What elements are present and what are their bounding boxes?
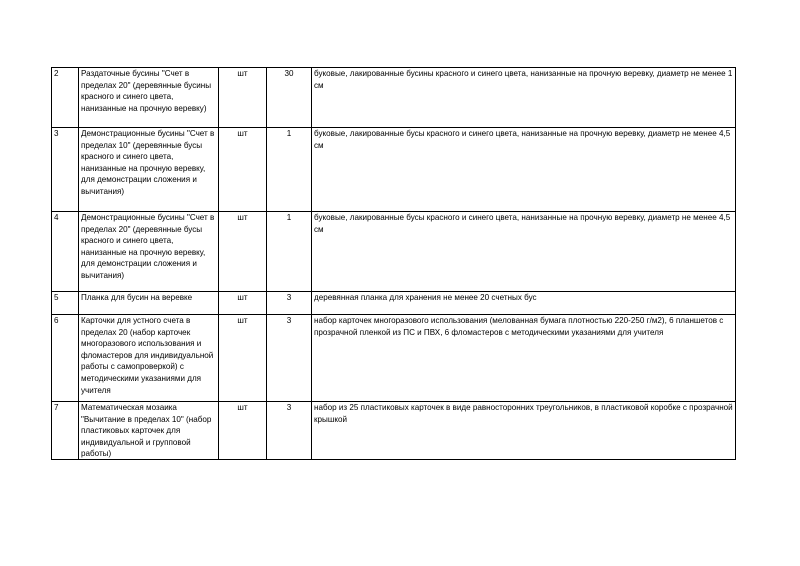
item-name — [79, 402, 219, 460]
item-description: буковые, лакированные бусы красного и синего цвета, нанизанные на прочную веревку, диаметр не менее 4,5 см — [312, 128, 736, 212]
table-row — [52, 128, 736, 212]
equipment-table — [51, 67, 736, 460]
row-number: 7 — [52, 402, 79, 460]
item-name: Демонстрационные бусины "Счет в пределах 20" (деревянные бусы красного и синего цвета, нанизанные на прочную веревку, для демонстрации сложения и вычитания) — [79, 212, 219, 292]
row-number: 2 — [52, 68, 79, 128]
item-description: буковые, лакированные бусины красного и синего цвета, нанизанные на прочную веревку, диаметр не менее 1 см — [312, 68, 736, 128]
row-number: 4 — [52, 212, 79, 292]
item-unit: шт — [219, 315, 267, 402]
item-name — [79, 315, 219, 402]
item-description: набор карточек многоразового использования (мелованная бумага плотностью 220-250 г/м2), 6 планшетов с прозрачной пленкой из ПС и ПВХ, 6 фломастеров с методическими указаниями для учителя — [312, 315, 736, 402]
item-quantity: 3 — [267, 315, 312, 402]
item-quantity: 1 — [267, 128, 312, 212]
item-name-text: Карточки для устного счета в пределах 20 (набор карточек многоразового использования и фломастеров для индивидуальной работы с самопроверкой) с методическими указаниями для учителя — [81, 316, 214, 395]
row-number: 5 — [52, 292, 79, 315]
item-name: Планка для бусин на веревке — [79, 292, 219, 315]
item-name-text: Математическая мозаика "Вычитание в пределах 10" (набор пластиковых карточек для индивидуальной и групповой работы) — [81, 403, 212, 458]
table-row — [52, 292, 736, 315]
item-description: набор из 25 пластиковых карточек в виде равносторонних треугольников, в пластиковой коробке с прозрачной крышкой — [312, 402, 736, 460]
item-description: буковые, лакированные бусы красного и синего цвета, нанизанные на прочную веревку, диаметр не менее 4,5 см — [312, 212, 736, 292]
item-quantity: 3 — [267, 402, 312, 460]
table-row — [52, 212, 736, 292]
item-description: деревянная планка для хранения не менее 20 счетных бус — [312, 292, 736, 315]
item-unit: шт — [219, 402, 267, 460]
row-number: 6 — [52, 315, 79, 402]
item-quantity: 30 — [267, 68, 312, 128]
item-name: Раздаточные бусины "Счет в пределах 20" (деревянные бусины красного и синего цвета, нанизанные на прочную веревку) — [79, 68, 219, 128]
table-row — [52, 315, 736, 402]
item-quantity: 3 — [267, 292, 312, 315]
item-unit: шт — [219, 68, 267, 128]
item-unit: шт — [219, 212, 267, 292]
item-name: Демонстрационные бусины "Счет в пределах 10" (деревянные бусы красного и синего цвета, нанизанные на прочную веревку, для демонстрации сложения и вычитания) — [79, 128, 219, 212]
item-unit: шт — [219, 128, 267, 212]
row-number: 3 — [52, 128, 79, 212]
item-quantity: 1 — [267, 212, 312, 292]
table-row — [52, 68, 736, 128]
table-row — [52, 402, 736, 460]
item-unit: шт — [219, 292, 267, 315]
